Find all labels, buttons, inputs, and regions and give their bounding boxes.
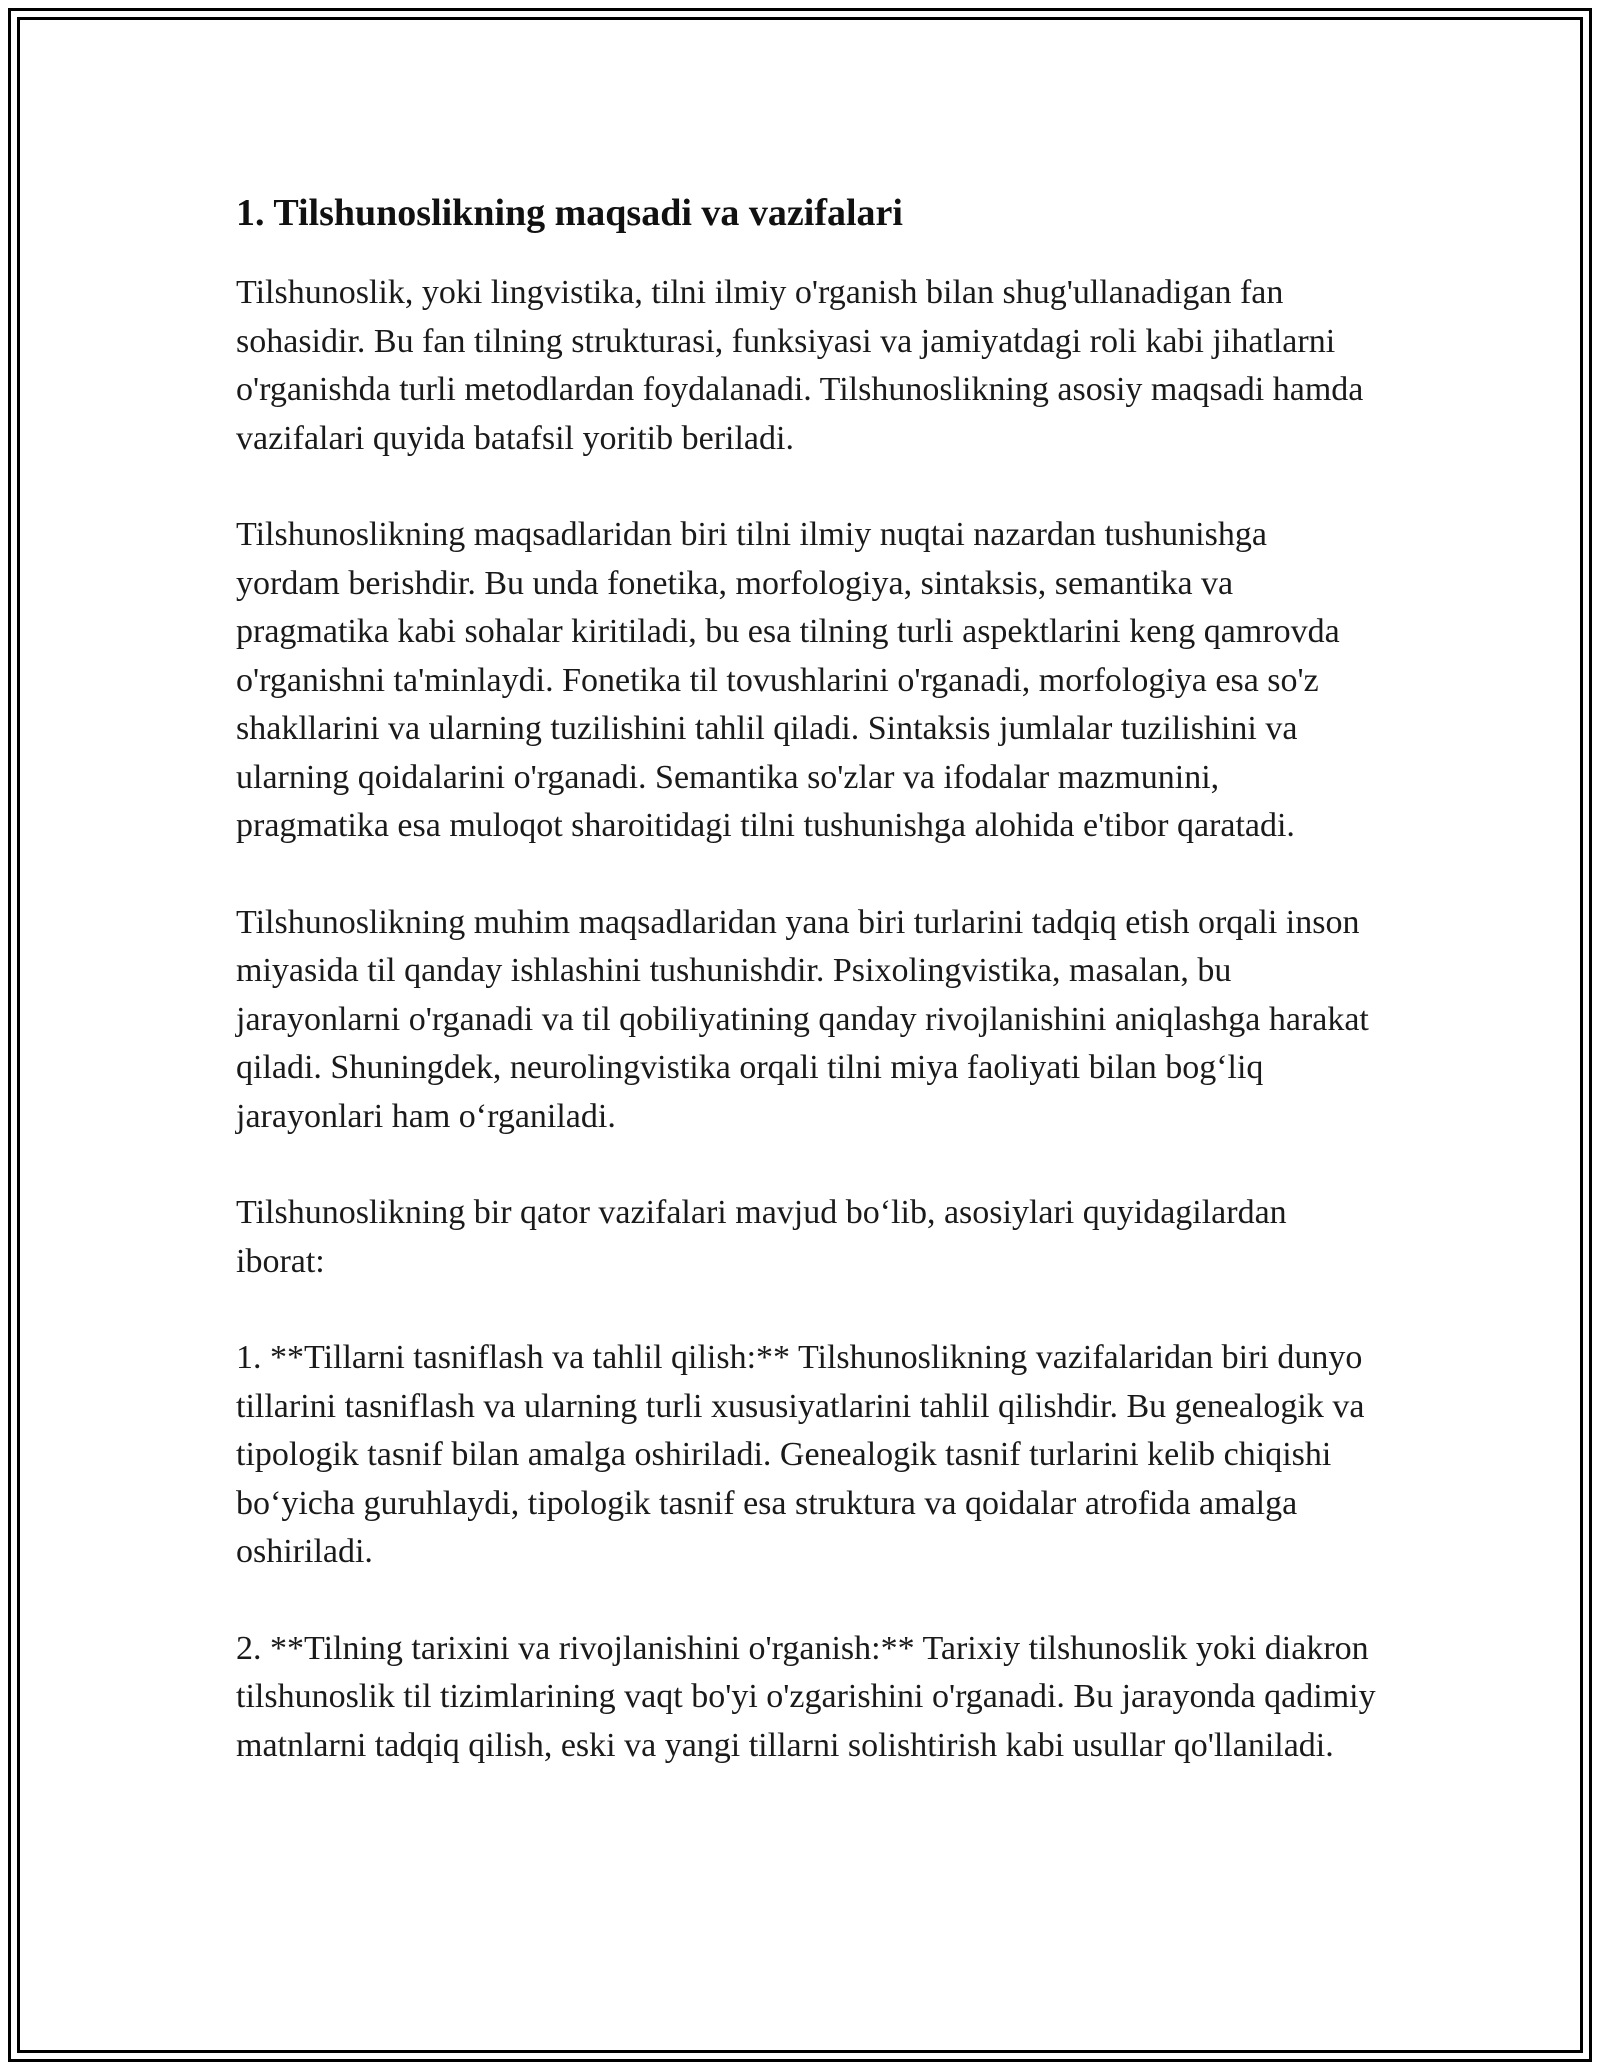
section-heading: 1. Tilshunoslikning maqsadi va vazifalari: [236, 192, 903, 234]
paragraph-intro: Tilshunoslik, yoki lingvistika, tilni ilmiy o'rganish bilan shug'ullanadigan fan sohasidir. Bu fan tilning strukturasi, funksiyasi va jamiyatdagi roli kabi jihatlarni o'rganishda turli metodlardan foydalanadi. Tilshunoslikning asosiy maqsadi hamda vazifalari quyida batafsil yoritib beriladi.: [236, 274, 1364, 457]
paragraph-goals-2: Tilshunoslikning muhim maqsadlaridan yana biri turlarini tadqiq etish orqali inson miyasida til qanday ishlashini tushunishdir. Psixolingvistika, masalan, bu jarayonlarni o'rganadi va til qobiliyatining qanday rivojlanishini aniqlashga harakat qiladi. Shuningdek, neurolingvistika orqali tilni miya faoliyati bilan bog‘liq jarayonlari ham o‘rganiladi.: [236, 903, 1369, 1135]
paragraph-goals-1: Tilshunoslikning maqsadlaridan biri tilni ilmiy nuqtai nazardan tushunishga yordam berishdir. Bu unda fonetika, morfologiya, sintaksis, semantika va pragmatika kabi sohalar kiritiladi, bu esa tilning turli aspektlarini keng qamrovda o'rganishni ta'minlaydi. Fonetika til tovushlarini o'rganadi, morfologiya esa so'z shakllarini va ularning tuzilishini tahlil qiladi. Sintaksis jumlalar tuzilishini va ularning qoidalarini o'rganadi. Semantika so'zlar va ifodalar mazmunini, pragmatika esa muloqot sharoitidagi tilni tushunishga alohida e'tibor qaratadi.: [236, 516, 1340, 844]
list-item-task-1: 1. **Tillarni tasniflash va tahlil qilish:** Tilshunoslikning vazifalaridan biri dunyo tillarini tasniflash va ularning turli xususiyatlarini tahlil qilishdir. Bu genealogik va tipologik tasnif bilan amalga oshiriladi. Genealogik tasnif turlarini kelib chiqishi bo‘yicha guruhlaydi, tipologik tasnif esa struktura va qoidalar atrofida amalga oshiriladi.: [236, 1339, 1365, 1570]
document-body: [236, 185, 1376, 1818]
list-item-task-2: 2. **Tilning tarixini va rivojlanishini o'rganish:** Tarixiy tilshunoslik yoki diakron tilshunoslik til tizimlarining vaqt bo'yi o'zgarishini o'rganadi. Bu jarayonda qadimiy matnlarni tadqiq qilish, eski va yangi tillarni solishtirish kabi usullar qo'llaniladi.: [236, 1629, 1376, 1764]
paragraph-tasks-intro: Tilshunoslikning bir qator vazifalari mavjud bo‘lib, asosiylari quyidagilardan iborat:: [236, 1194, 1287, 1280]
